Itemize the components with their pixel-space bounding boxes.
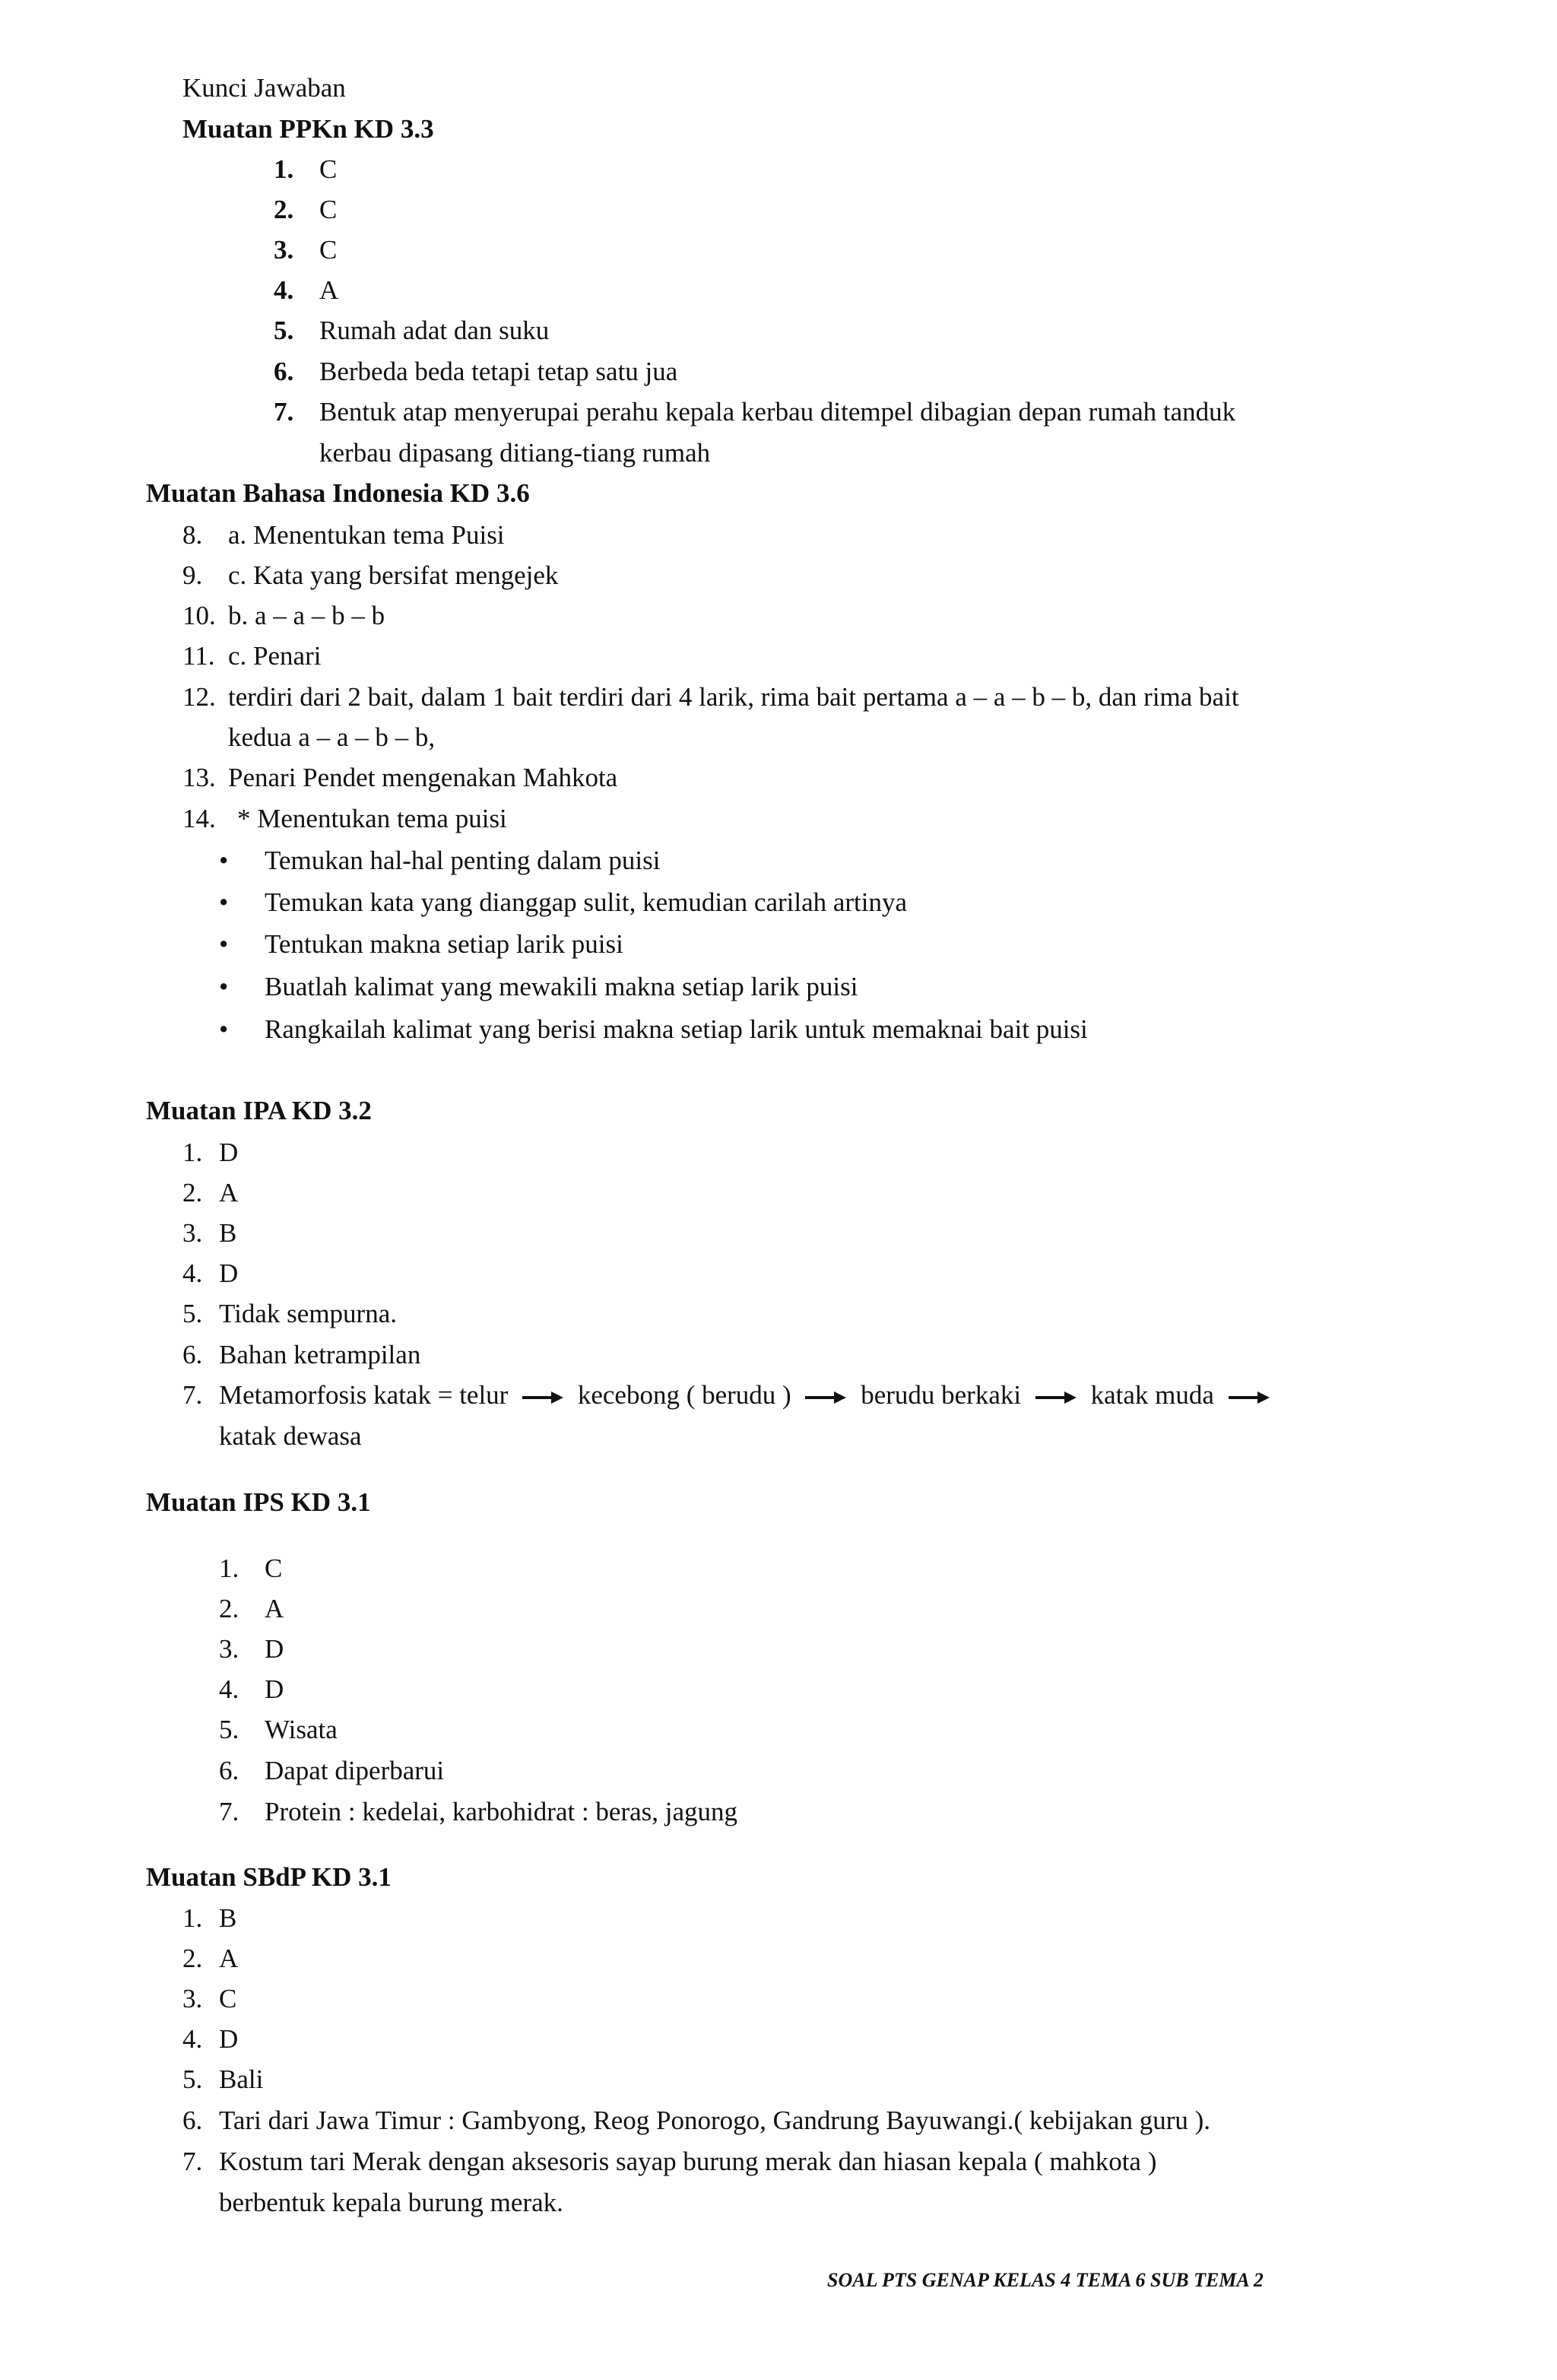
bullet-text: Rangkailah kalimat yang berisi makna setiap larik untuk memaknai bait puisi xyxy=(265,1014,1088,1044)
stage-text: Metamorfosis katak = telur xyxy=(219,1380,509,1410)
bullet-text: Temukan kata yang dianggap sulit, kemudian carilah artinya xyxy=(265,887,908,917)
item-text: C xyxy=(319,235,338,265)
item-number: 8. xyxy=(182,520,203,550)
item-text: c. Kata yang bersifat mengejek xyxy=(228,560,559,590)
item-number: 12. xyxy=(182,682,216,712)
list-item xyxy=(182,804,507,833)
item-text: A xyxy=(219,1178,239,1207)
section-heading-sbdp: Muatan SBdP KD 3.1 xyxy=(146,1862,392,1892)
list-item xyxy=(219,1674,284,1704)
bullet-icon: • xyxy=(219,929,229,959)
item-number: 2. xyxy=(182,1178,203,1207)
answer-key-title: Kunci Jawaban xyxy=(182,73,346,103)
item-text: C xyxy=(319,154,338,184)
bullet-text: Buatlah kalimat yang mewakili makna setiap larik puisi xyxy=(265,972,858,1001)
item-number: 4. xyxy=(182,1258,203,1288)
bullet-icon: • xyxy=(219,887,229,917)
list-item-continuation: berbentuk kepala burung merak. xyxy=(219,2188,563,2217)
item-number: 1. xyxy=(182,1903,203,1933)
list-item xyxy=(219,1594,284,1623)
item-number: 3. xyxy=(182,1218,203,1248)
item-text: D xyxy=(219,2024,239,2054)
list-item xyxy=(274,357,678,386)
bullet-icon: • xyxy=(219,846,229,875)
section-heading-bahasa-indonesia: Muatan Bahasa Indonesia KD 3.6 xyxy=(146,478,530,508)
item-number: 5. xyxy=(182,2064,203,2094)
page-footer: SOAL PTS GENAP KELAS 4 TEMA 6 SUB TEMA 2 xyxy=(827,2269,1264,2291)
item-number: 2. xyxy=(274,195,294,224)
item-text: Berbeda beda tetapi tetap satu jua xyxy=(319,357,678,386)
item-number: 7. xyxy=(182,1380,203,1410)
item-text: Protein : kedelai, karbohidrat : beras, jagung xyxy=(265,1797,738,1826)
list-item xyxy=(274,316,550,345)
list-item xyxy=(182,641,322,671)
list-item xyxy=(219,1634,284,1664)
list-item xyxy=(219,1553,283,1583)
list-item xyxy=(182,682,1239,712)
list-item xyxy=(274,195,338,224)
item-text: B xyxy=(219,1218,237,1248)
item-number: 1. xyxy=(274,154,294,184)
item-text: A xyxy=(219,1944,239,1973)
list-item xyxy=(182,2064,264,2094)
bullet-icon: • xyxy=(219,972,229,1001)
item-number: 6. xyxy=(182,1340,203,1369)
stage-text: kecebong ( berudu ) xyxy=(577,1380,791,1410)
list-item xyxy=(274,275,339,305)
arrow-right-icon xyxy=(1227,1389,1271,1406)
item-text: D xyxy=(219,1258,239,1288)
item-text: Wisata xyxy=(265,1715,338,1744)
item-number: 7. xyxy=(182,2147,203,2176)
arrow-right-icon xyxy=(521,1389,565,1406)
item-text: Kostum tari Merak dengan aksesoris sayap burung merak dan hiasan kepala ( mahkota ) xyxy=(219,2147,1157,2176)
item-text: C xyxy=(265,1553,283,1583)
item-number: 5. xyxy=(219,1715,239,1744)
item-text: terdiri dari 2 bait, dalam 1 bait terdiri dari 4 larik, rima bait pertama a – a – b – b, dan rima bait xyxy=(228,682,1239,712)
item-number: 14. xyxy=(182,804,216,833)
item-text: Bahan ketrampilan xyxy=(219,1340,421,1369)
item-number: 3. xyxy=(274,235,294,265)
item-number: 4. xyxy=(182,2024,203,2054)
item-text: a. Menentukan tema Puisi xyxy=(228,520,505,550)
item-number: 13. xyxy=(182,763,216,792)
item-text: D xyxy=(219,1138,239,1167)
list-item xyxy=(182,2147,1157,2176)
item-number: 6. xyxy=(219,1756,239,1785)
item-number: 5. xyxy=(274,316,294,345)
item-number: 5. xyxy=(182,1299,203,1328)
list-item xyxy=(274,235,338,265)
list-item xyxy=(182,1178,239,1207)
item-text: * Menentukan tema puisi xyxy=(237,804,507,833)
list-item xyxy=(274,154,338,184)
list-item xyxy=(182,763,618,792)
item-number: 7. xyxy=(219,1797,239,1826)
list-item xyxy=(182,520,505,550)
bullet-icon: • xyxy=(219,1014,229,1044)
list-item-continuation: kerbau dipasang ditiang-tiang rumah xyxy=(319,438,711,468)
list-item xyxy=(274,397,1236,427)
item-number: 3. xyxy=(219,1634,239,1664)
item-number: 2. xyxy=(182,1944,203,1973)
stage-text: katak muda xyxy=(1090,1380,1214,1410)
list-item xyxy=(182,1984,237,2013)
bullet-text: Tentukan makna setiap larik puisi xyxy=(265,929,623,959)
bullet-text: Temukan hal-hal penting dalam puisi xyxy=(265,846,661,875)
item-number: 7. xyxy=(274,397,294,427)
bullet-item xyxy=(219,972,858,1001)
item-text: C xyxy=(319,195,338,224)
item-number: 1. xyxy=(182,1138,203,1167)
list-item xyxy=(182,601,385,630)
item-text: D xyxy=(265,1674,284,1704)
item-text: c. Penari xyxy=(228,641,322,671)
item-text: Bentuk atap menyerupai perahu kepala kerbau ditempel dibagian depan rumah tanduk xyxy=(319,397,1236,427)
item-text: B xyxy=(219,1903,237,1933)
item-number: 4. xyxy=(274,275,294,305)
metamorphosis-sequence xyxy=(219,1382,1277,1408)
list-item xyxy=(182,2024,239,2054)
item-text: b. a – a – b – b xyxy=(228,601,385,630)
bullet-item xyxy=(219,887,908,917)
item-number: 3. xyxy=(182,1984,203,2013)
list-item xyxy=(219,1715,338,1744)
item-number: 4. xyxy=(219,1674,239,1704)
section-heading-ips: Muatan IPS KD 3.1 xyxy=(146,1487,371,1517)
item-text: Penari Pendet mengenakan Mahkota xyxy=(228,763,618,792)
arrow-right-icon xyxy=(804,1389,848,1406)
list-item-continuation: kedua a – a – b – b, xyxy=(228,722,436,752)
stage-text: berudu berkaki xyxy=(861,1380,1022,1410)
bullet-item xyxy=(219,929,623,959)
item-number: 6. xyxy=(182,2106,203,2135)
list-item xyxy=(182,1903,237,1933)
item-text: A xyxy=(265,1594,284,1623)
item-text: Rumah adat dan suku xyxy=(319,316,550,345)
list-item xyxy=(182,2106,1211,2135)
list-item xyxy=(219,1756,445,1785)
bullet-item xyxy=(219,1014,1088,1044)
item-text: D xyxy=(265,1634,284,1664)
list-item xyxy=(182,1218,237,1248)
item-number: 11. xyxy=(182,641,215,671)
item-text: Dapat diperbarui xyxy=(265,1756,445,1785)
list-item xyxy=(182,1944,239,1973)
list-item xyxy=(219,1797,738,1826)
item-number: 9. xyxy=(182,560,203,590)
section-heading-ipa: Muatan IPA KD 3.2 xyxy=(146,1096,372,1125)
list-item xyxy=(182,1258,239,1288)
item-text: Bali xyxy=(219,2064,264,2094)
list-item xyxy=(182,560,559,590)
item-text: A xyxy=(319,275,339,305)
item-text: Tari dari Jawa Timur : Gambyong, Reog Ponorogo, Gandrung Bayuwangi.( kebijakan guru ). xyxy=(219,2106,1211,2135)
list-item-metamorphosis xyxy=(182,1380,1214,1410)
section-heading-ppkn: Muatan PPKn KD 3.3 xyxy=(182,114,434,144)
item-text: C xyxy=(219,1984,237,2013)
item-number: 10. xyxy=(182,601,216,630)
list-item xyxy=(182,1299,397,1328)
item-number: 6. xyxy=(274,357,294,386)
item-number: 2. xyxy=(219,1594,239,1623)
item-number: 1. xyxy=(219,1553,239,1583)
list-item-continuation: katak dewasa xyxy=(219,1421,362,1451)
list-item xyxy=(182,1340,421,1369)
bullet-item xyxy=(219,846,661,875)
arrow-right-icon xyxy=(1034,1389,1078,1406)
item-text: Tidak sempurna. xyxy=(219,1299,397,1328)
list-item xyxy=(182,1138,239,1167)
